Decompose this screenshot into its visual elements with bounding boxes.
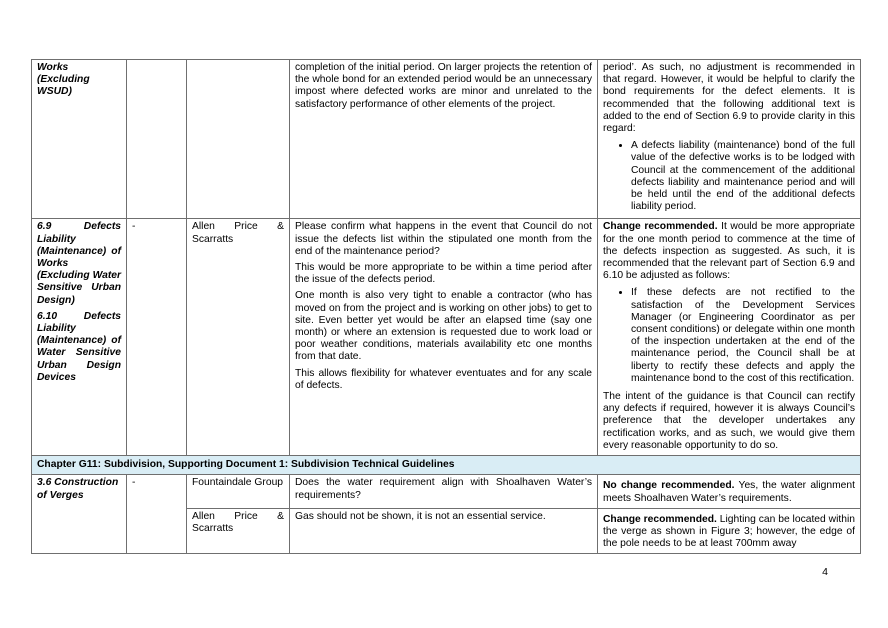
submitter-cell: Fountaindale Group <box>187 475 290 508</box>
comment-cell <box>290 60 598 219</box>
comment-paragraph: This allows flexibility for whatever eventuates and for any scale of defects. <box>295 367 592 391</box>
response-text: Lighting can be located within the verge as shown in Figure 3; however, the edge of the pole needs to be at least 700mm away <box>603 513 855 550</box>
section-title: 6.9 Defects Liability (Maintenance) of Works (Excluding Water Sensitive Urban Design) <box>37 221 121 306</box>
submitter-cell: Allen Price & Scarratts <box>187 508 290 554</box>
comment-paragraph: completion of the initial period. On larger projects the retention of the whole bond for an extended period would be an unnecessary impost where defected works are minor and unrelated to the satisfactory performance of other elements of the project. <box>295 62 592 110</box>
comment-paragraph: One month is also very tight to enable a contractor (who has moved on from the project and is working on other jobs) to get to site. Even better yet would be after an elapsed time (say one month) or where an extension is requested due to work load or poor weather conditions, materials availability etc one months from that date. <box>295 290 592 363</box>
comment-paragraph: This would be more appropriate to be within a time period after the issue of the defects period. <box>295 262 592 286</box>
response-cell <box>598 475 861 508</box>
section-heading-row <box>32 456 861 475</box>
section-line: Works <box>37 62 69 73</box>
comment-cell: Does the water requirement align with Shoalhaven Water’s requirements? <box>290 475 598 508</box>
response-verdict: Change recommended. <box>603 513 717 525</box>
response-cell <box>598 219 861 456</box>
table-row <box>32 219 861 456</box>
submitter-cell <box>187 60 290 219</box>
submissions-table <box>31 59 861 554</box>
section-cell <box>32 60 127 219</box>
chapter-heading: Chapter G11: Subdivision, Supporting Document 1: Subdivision Technical Guidelines <box>32 456 861 475</box>
table-row <box>32 475 861 508</box>
response-text: Yes, the water alignment meets Shoalhaven Water’s requirements. <box>603 480 855 504</box>
submitter-cell: Allen Price & Scarratts <box>187 219 290 456</box>
table-row <box>32 60 861 219</box>
response-cell <box>598 60 861 219</box>
reference-cell <box>127 60 187 219</box>
comment-paragraph: Please confirm what happens in the event that Council do not issue the defects list within the stipulated one month from the end of the maintenance period? <box>295 221 592 257</box>
response-bullets <box>603 287 855 385</box>
response-paragraph <box>603 221 855 282</box>
response-paragraph: The intent of the guidance is that Council can rectify any defects if required, however it is always Council’s preference that the developer undertakes any rectification works, and as such, we would give them every reasonable opportunity to do so. <box>603 391 855 451</box>
response-cell <box>598 508 861 554</box>
comment-cell: Gas should not be shown, it is not an essential service. <box>290 508 598 554</box>
response-bullet: • If these defects are not rectified to the satisfaction of the Development Services Manager (or Engineering Coordinator as per consent conditions) or delegate within one month of the inspection undertaken at the end of the maintenance period, the Council shall be at liberty to rectify these defects and apply the maintenance bond to the cost of this rectification. <box>631 287 855 385</box>
reference-cell: - <box>127 475 187 554</box>
page-number: 4 <box>822 566 828 578</box>
response-verdict: Change recommended. <box>603 221 718 233</box>
response-bullet: • A defects liability (maintenance) bond of the full value of the defective works is to be lodged with Council at the commencement of the additional defects liability and maintenance period and will be held until the end of the additional defects liability period. <box>631 140 855 213</box>
response-text: It would be more appropriate for the one month period to commence at the time of the defects inspection as suggested. As such, it is recommended that the relevant part of Section 6.9 and 6.10 be adjusted as follows: <box>603 221 855 282</box>
comment-cell <box>290 219 598 456</box>
section-cell: 3.6 Construction of Verges <box>32 475 127 554</box>
reference-cell: - <box>127 219 187 456</box>
response-bullets <box>603 140 855 213</box>
section-title: 6.10 Defects Liability (Maintenance) of Water Sensitive Urban Design Devices <box>37 310 121 383</box>
section-line: (Excluding <box>37 74 90 86</box>
response-verdict: No change recommended. <box>603 480 735 492</box>
response-paragraph: period’. As such, no adjustment is recommended in that regard. However, it would be helpful to clarify the bond requirements for the defect elements. It is recommended that the following additional text is added to the end of Section 6.9 to provide clarity in this regard: <box>603 62 855 135</box>
section-line: WSUD) <box>37 86 72 98</box>
section-cell <box>32 219 127 456</box>
